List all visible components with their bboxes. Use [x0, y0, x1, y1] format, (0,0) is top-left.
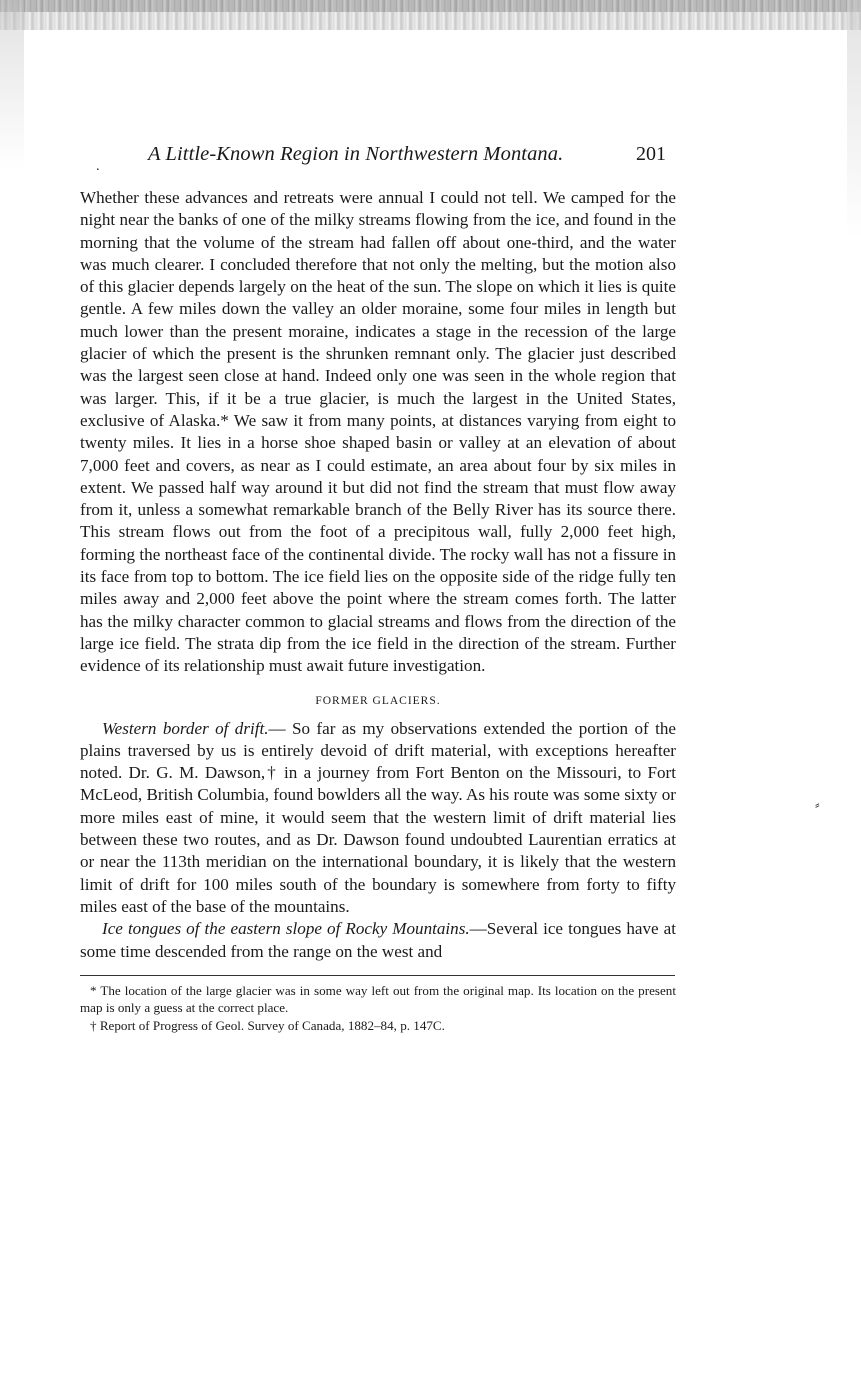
- paragraph-drift-heading: Western border of drift.: [102, 718, 269, 738]
- paragraph-drift: [80, 718, 676, 919]
- footnote-glacier-map: * The location of the large glacier was in some way left out from the original map. Its location on the present map is only a guess at the correct place.: [80, 982, 676, 1016]
- paragraph-ice-tongues-body: —Several ice tongues have at some time descended from the range on the west and: [80, 919, 676, 961]
- page-number: 201: [636, 143, 666, 165]
- footnotes: [80, 982, 676, 1035]
- running-title: A Little-Known Region in Northwestern Montana.: [148, 143, 564, 165]
- section-heading: FORMER GLACIERS.: [315, 694, 441, 707]
- margin-mark: ⸗: [815, 798, 820, 813]
- scan-right-edge: [847, 0, 861, 240]
- header-dot: .: [96, 159, 100, 174]
- footnote-rule: [80, 975, 675, 976]
- paragraph-ice-tongues: [80, 918, 676, 963]
- footnote-dawson-report: † Report of Progress of Geol. Survey of Canada, 1882–84, p. 147C.: [90, 1017, 445, 1033]
- paragraph-ice-tongues-heading: Ice tongues of the eastern slope of Rocky Mountains.: [102, 919, 470, 939]
- body-text: [80, 187, 676, 1035]
- scan-left-edge: [0, 0, 24, 170]
- running-head: [80, 143, 676, 174]
- paragraph-glacier: Whether these advances and retreats were annual I could not tell. We camped for the night near the banks of one of the milky streams flowing from the ice, and found in the morning that the volume of the stream had fallen off about one-third, and the water was much clearer. I concluded therefore that not only the melting, but the motion also of this glacier depends largely on the heat of the sun. The slope on which it lies is quite gentle. A few miles down the valley an older moraine, some four miles in length but much lower than the present moraine, indicates a stage in the recession of the large glacier of which the present is the shrunken remnant only. The glacier just described was the largest seen close at hand. Indeed only one was seen in the whole region that was larger. This, if it be a true glacier, is much the largest in the United States, exclusive of Alaska.* We saw it from many points, at distances varying from eight to twenty miles. It lies in a horse shoe shaped basin or valley at an elevation of about 7,000 feet and covers, as near as I could estimate, an area about four by six miles in extent. We passed half way around it but did not find the stream that must flow away from it, unless a somewhat remarkable branch of the Belly River has its source there. This stream flows out from the foot of a precipitous wall, fully 2,000 feet high, forming the northeast face of the continental divide. The rocky wall has not a fissure in its face from top to bottom. The ice field lies on the opposite side of the ridge fully ten miles away and 2,000 feet above the point where the stream comes forth. The latter has the milky character common to glacial streams and flows from the direction of the large ice field. The strata dip from the ice field in the direction of the stream. Further evidence of its relationship must await future investigation.: [80, 188, 676, 676]
- scan-top-edge-dark: [0, 0, 861, 12]
- paragraph-drift-body: — So far as my observations extended the portion of the plains traversed by us is entirely devoid of drift material, with exceptions hereafter noted. Dr. G. M. Dawson,† in a journey from Fort Benton on the Missouri, to Fort McLeod, British Columbia, found bowlders all the way. As his route was some sixty or more miles east of mine, it would seem that the western limit of drift material lies between these two routes, and as Dr. Dawson found undoubted Laurentian erratics at or near the 113th meridian on the international boundary, it is likely that the western limit of drift for 100 miles south of the boundary is somewhere from forty to fifty miles east of the base of the mountains.: [80, 718, 676, 916]
